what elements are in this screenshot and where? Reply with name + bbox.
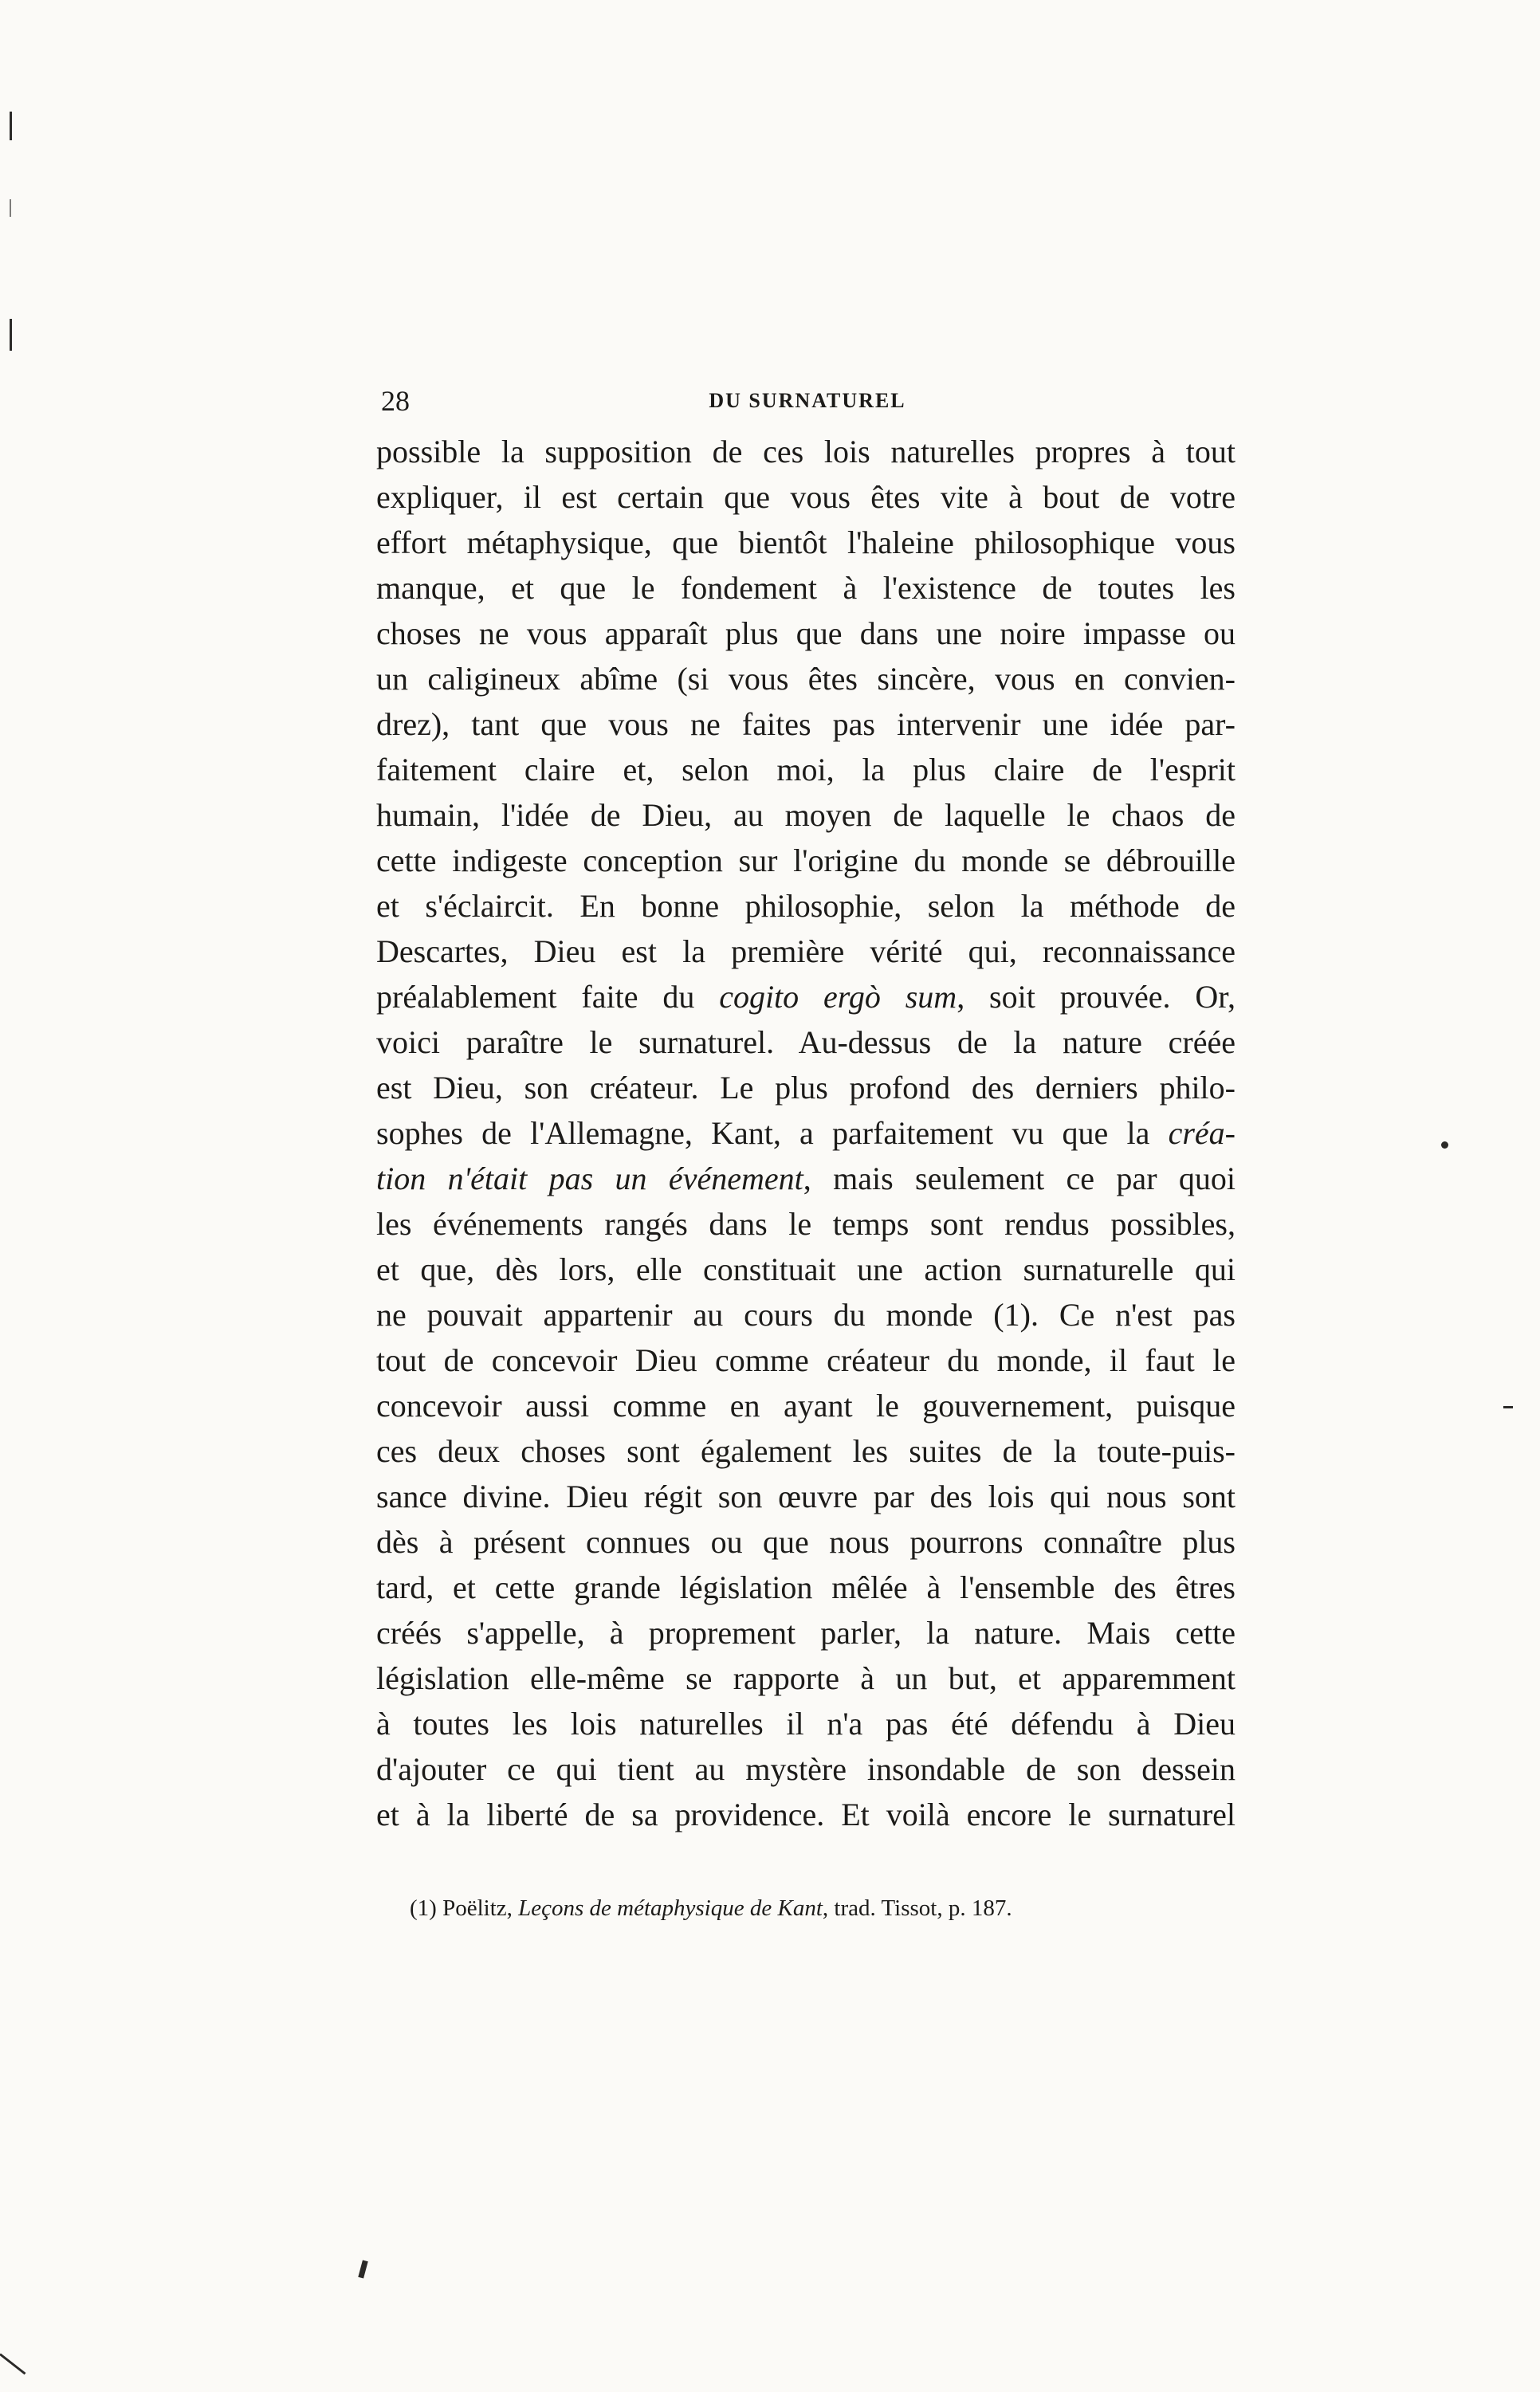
text-line: Descartes, Dieu est la première vérité qui, reconnaissance <box>376 933 1236 969</box>
text-line: possible la supposition de ces lois naturelles propres à tout <box>376 434 1236 469</box>
footnote-citation: , trad. Tissot, p. 187. <box>822 1895 1012 1921</box>
text-line: à toutes les lois naturelles il n'a pas été défendu à Dieu <box>376 1706 1236 1742</box>
italic-phrase: créa- <box>1168 1115 1236 1151</box>
text-line: voici paraître le surnaturel. Au-dessus de la nature créée <box>376 1024 1236 1060</box>
footnote-number: (1) <box>410 1895 437 1921</box>
text-line: créés s'appelle, à proprement parler, la nature. Mais cette <box>376 1615 1236 1651</box>
text-line: sophes de l'Allemagne, Kant, a parfaitement vu que la créa- <box>376 1115 1236 1151</box>
text-line: tard, et cette grande législation mêlée à l'ensemble des êtres <box>376 1569 1236 1605</box>
scan-margin-mark <box>10 199 11 217</box>
footnote-author: Poëlitz, <box>442 1895 513 1921</box>
text-line: les événements rangés dans le temps sont rendus possibles, <box>376 1206 1236 1242</box>
scan-margin-mark <box>10 112 12 140</box>
scan-speck <box>358 2260 367 2278</box>
text-line: drez), tant que vous ne faites pas intervenir une idée par- <box>376 706 1236 742</box>
text-line: concevoir aussi comme en ayant le gouvernement, puisque <box>376 1388 1236 1424</box>
scan-speck <box>1441 1141 1448 1149</box>
text-line: tion n'était pas un événement, mais seulement ce par quoi <box>376 1161 1236 1196</box>
body-text <box>376 429 1236 1837</box>
scan-speck <box>1503 1406 1513 1408</box>
running-title: DU SURNATUREL <box>709 389 906 412</box>
text-line: effort métaphysique, que bientôt l'haleine philosophique vous <box>376 524 1236 560</box>
text-line: d'ajouter ce qui tient au mystère insondable de son dessein <box>376 1751 1236 1787</box>
text-line: est Dieu, son créateur. Le plus profond des derniers philo- <box>376 1070 1236 1106</box>
scan-margin-mark <box>10 319 12 351</box>
text-line: ces deux choses sont également les suites de la toute-puis- <box>376 1433 1236 1469</box>
text-line: ne pouvait appartenir au cours du monde (1). Ce n'est pas <box>376 1297 1236 1333</box>
page-number: 28 <box>381 385 410 417</box>
text-line: préalablement faite du cogito ergò sum, soit prouvée. Or, <box>376 979 1236 1015</box>
italic-phrase: cogito ergò sum <box>719 979 957 1015</box>
text-line: cette indigeste conception sur l'origine du monde se débrouille <box>376 843 1236 878</box>
text-line: tout de concevoir Dieu comme créateur du monde, il faut le <box>376 1342 1236 1378</box>
text-line: sance divine. Dieu régit son œuvre par des lois qui nous sont <box>376 1479 1236 1514</box>
text-line: un caligineux abîme (si vous êtes sincère, vous en convien- <box>376 661 1236 697</box>
text-line: faitement claire et, selon moi, la plus claire de l'esprit <box>376 752 1236 788</box>
text-line: humain, l'idée de Dieu, au moyen de laquelle le chaos de <box>376 797 1236 833</box>
text-line: et à la liberté de sa providence. Et voilà encore le surnaturel <box>376 1797 1236 1832</box>
text-line: dès à présent connues ou que nous pourrons connaître plus <box>376 1524 1236 1560</box>
text-line: législation elle-même se rapporte à un but, et apparemment <box>376 1660 1236 1696</box>
text-line: et s'éclaircit. En bonne philosophie, selon la méthode de <box>376 888 1236 924</box>
text-line: manque, et que le fondement à l'existence de toutes les <box>376 570 1236 606</box>
text-line: et que, dès lors, elle constituait une action surnaturelle qui <box>376 1251 1236 1287</box>
footnote-title: Leçons de métaphysique de Kant <box>518 1895 823 1921</box>
footnote <box>410 1891 1207 1926</box>
page-header <box>381 381 1234 421</box>
italic-phrase: tion n'était pas un événement <box>376 1161 803 1196</box>
text-line: expliquer, il est certain que vous êtes vite à bout de votre <box>376 479 1236 515</box>
text-line: choses ne vous apparaît plus que dans une noire impasse ou <box>376 615 1236 651</box>
scan-corner-mark <box>0 2353 26 2374</box>
